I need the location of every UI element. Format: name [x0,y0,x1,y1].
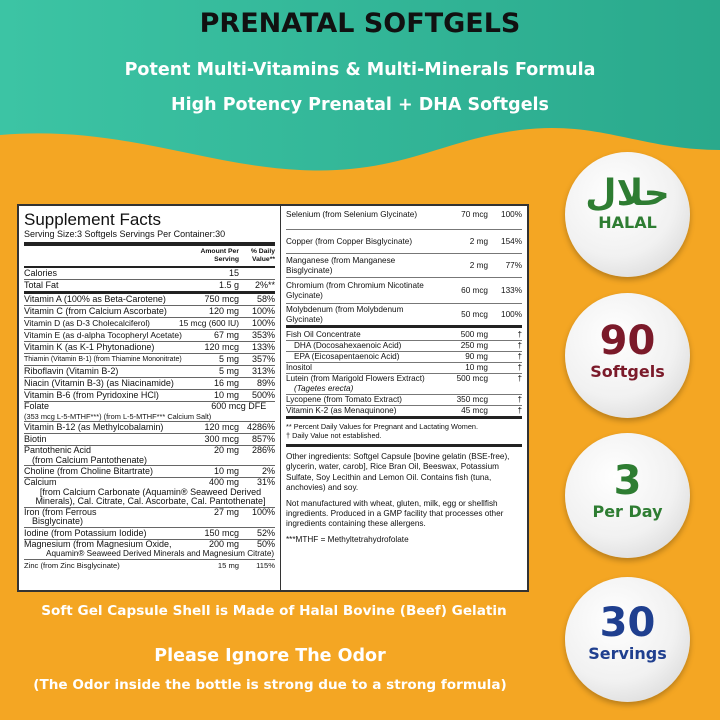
nutrient-row-zinc [24,560,275,571]
nutrient-dv: 77% [505,260,522,270]
odor-explanation: (The Odor inside the bottle is strong due to a strong formula) [33,677,507,693]
nutrient-row [24,294,275,306]
nutrient-dv: † [517,363,522,372]
dv-header: % Daily Value** [250,248,275,263]
nutrient-dv: † [517,406,522,415]
mineral-row [286,254,522,278]
mineral-row [286,230,522,254]
nutrient-name: Vitamin C (from Calcium Ascorbate) [24,306,167,316]
allergen-statement: Not manufactured with wheat, gluten, milk, egg or shellfish ingredients. Produced in a GMP facility that processes other ingredients containing these allergens. [286,498,504,529]
nutrient-dv: 100% [251,306,275,316]
nutrient-name [24,446,179,465]
nutrient-row [24,318,275,330]
nutrient-dv: † [517,395,522,404]
nutrient-amount: 300 mcg [204,434,239,444]
servings-badge [565,577,690,702]
nutrient-dv: 353% [251,330,275,340]
facts-footnotes [286,419,522,447]
nutrient-amount: 15 mcg (600 IU) [178,318,239,328]
nutrient-row [24,280,275,294]
nutrient-row-pantothenic [24,446,275,466]
nutrient-name: Zinc (from Zinc Bisglycinate) [24,560,120,570]
softgel-label: Softgels [590,362,665,381]
nutrient-name: Copper (from Copper Bisglycinate) [286,236,413,246]
nutrient-amount: 20 mg [213,445,239,455]
inositol-row [286,363,522,374]
nutrient-dv: † [517,330,522,339]
nutrient-amount: 350 mcg [456,395,488,404]
nutrient-row [24,378,275,390]
nutrient-dv: 100% [251,318,275,328]
nutrient-amount: 60 mcg [461,285,488,295]
halal-badge [565,152,690,277]
serving-info: Serving Size:3 Softgels Servings Per Container:30 [24,229,275,246]
nutrient-name [286,374,438,394]
nutrient-name: Lycopene (from Tomato Extract) [286,395,403,404]
nutrient-name [24,508,179,527]
nutrient-dv: 100% [501,309,522,319]
nutrient-dv: 2% [261,466,275,476]
nutrient-row [24,268,275,280]
nutrient-row-iron [24,508,275,528]
nutrient-dv: 100% [251,506,275,517]
nutrient-amount: 400 mg [208,477,239,487]
iron-source: Bisglycinate) [32,516,84,526]
nutrient-amount: 750 mcg [204,294,239,304]
nutrient-name: Total Fat [24,280,59,290]
per-day-label: Per Day [592,502,663,521]
nutrient-row [24,342,275,354]
nutrient-dv: 133% [501,285,522,295]
nutrient-amount: 2 mg [469,236,488,246]
nutrient-dv: † [517,352,522,361]
nutrient-name: Vitamin E (as d-alpha Tocopheryl Acetate) [24,330,182,340]
subtitle-formula: Potent Multi-Vitamins & Multi-Minerals Formula [124,60,596,80]
servings-count: 30 [599,600,656,646]
nutrient-dv: 500% [251,390,275,400]
mineral-row [286,210,522,230]
vitamin-k2-row [286,406,522,419]
gelatin-note: Soft Gel Capsule Shell is Made of Halal Bovine (Beef) Gelatin [41,603,507,619]
nutrient-dv: † [517,374,522,383]
nutrient-row-folate [24,402,275,422]
nutrient-row [24,306,275,318]
nutrient-amount: 5 mg [218,366,239,376]
facts-left-column [19,206,281,590]
lutein-row [286,374,522,395]
nutrient-dv: 313% [251,366,275,376]
nutrient-row [24,330,275,342]
softgel-count: 90 [599,318,656,364]
nutrient-name: Vitamin K (as K-1 Phytonadione) [24,342,155,352]
amount-header: Amount Per Serving [200,248,239,263]
nutrient-dv: 100% [501,210,522,219]
nutrient-amount: 90 mg [465,352,488,361]
nutrient-dv: 52% [256,527,275,538]
nutrient-name: Riboflavin (Vitamin B-2) [24,366,119,376]
odor-heading: Please Ignore The Odor [154,646,386,666]
nutrient-name: EPA (Eicosapentaenoic Acid) [294,352,400,361]
folate-name: Folate [24,401,50,411]
nutrient-amount: 120 mcg [204,342,239,352]
nutrient-name: Vitamin K-2 (as Menaquinone) [286,406,397,415]
nutrient-dv: 2%** [254,280,275,290]
pantothenic-source: (from Calcium Pantothenate) [32,454,148,465]
nutrient-name: Vitamin B-12 (as Methylcobalamin) [24,422,164,432]
facts-column-header [24,246,275,268]
supplement-facts-panel [17,204,529,592]
nutrient-amount: 45 mcg [461,406,488,415]
iron-name: Iron (from Ferrous [24,506,97,517]
nutrient-name [24,402,211,421]
pantothenic-name: Pantothenic Acid [24,445,92,455]
nutrient-name: Choline (from Choline Bitartrate) [24,466,154,476]
nutrient-row [24,354,275,366]
nutrient-name: Molybdenum (from Molybdenum Glycinate) [286,304,404,324]
nutrient-row [24,422,275,434]
nutrient-amount: 150 mcg [204,527,239,538]
nutrient-name: Selenium (from Selenium Glycinate) [286,210,418,219]
nutrient-name: Vitamin A (100% as Beta-Carotene) [24,294,166,304]
footnote-dagger: † Daily Value not established. [286,431,382,440]
subtitle-potency: High Potency Prenatal + DHA Softgels [171,95,549,115]
softgel-count-badge [565,293,690,418]
nutrient-name: Calories [24,268,58,278]
facts-title: Supplement Facts [24,210,162,229]
nutrient-row-calcium [24,478,275,508]
nutrient-amount: 15 mg [217,560,239,570]
footnote-dv: ** Percent Daily Values for Pregnant and Lactating Women. [286,422,478,431]
nutrient-dv: 31% [256,477,275,487]
nutrient-amount: 10 mg [465,363,488,372]
nutrient-amount: 5 mg [218,354,239,364]
nutrient-name: Vitamin B-6 (from Pyridoxine HCl) [24,390,159,400]
nutrient-name: Manganese (from Manganese Bisglycinate) [286,255,396,275]
nutrient-amount: 50 mcg [461,309,488,319]
nutrient-amount: 10 mg [213,466,239,476]
nutrient-amount: 2 mg [469,260,488,270]
nutrient-amount: 15 [228,268,239,278]
nutrient-dv: 4286% [246,422,275,432]
calcium-source: [from Calcium Carbonate (Aquamin® Seaweed Derived Minerals), Cal. Citrate, Cal. Ascorbate, Cal. Pantothenate] [35,486,266,506]
nutrient-amount: 120 mcg [204,422,239,432]
nutrient-dv: 58% [256,294,275,304]
nutrient-name: Biotin [24,434,47,444]
nutrient-name: Fish Oil Concentrate [286,330,361,339]
nutrient-dv: 154% [501,236,522,246]
nutrient-dv: 286% [251,445,275,455]
nutrient-dv: 89% [256,378,275,388]
nutrient-amount: 120 mg [208,306,239,316]
nutrient-amount: 10 mg [213,390,239,400]
nutrient-amount: 16 mg [213,378,239,388]
facts-right-column [281,206,527,590]
fish-oil-row [286,330,522,341]
nutrient-amount: 27 mg [213,506,239,517]
per-day-badge [565,433,690,558]
nutrient-amount: 1.5 g [218,280,239,290]
dha-row [286,341,522,352]
page-title: PRENATAL SOFTGELS [199,8,521,39]
nutrient-name: Niacin (Vitamin B-3) (as Niacinamide) [24,378,174,388]
mineral-row [286,278,522,304]
nutrient-name: Vitamin D (as D-3 Cholecalciferol) [24,318,150,328]
halal-arabic-text: حلال [585,173,670,214]
nutrient-dv: 133% [251,342,275,352]
nutrient-amount: 70 mcg [461,210,488,219]
servings-label: Servings [588,644,667,663]
nutrient-amount: 250 mg [460,341,488,350]
nutrient-dv: 857% [251,434,275,444]
nutrient-amount: 67 mg [213,330,239,340]
magnesium-source: Aquamin® Seaweed Derived Minerals and Magnesium Citrate) [46,549,275,558]
nutrient-name: Inositol [286,363,312,372]
per-day-count: 3 [613,458,642,504]
nutrient-row-magnesium [24,540,275,560]
nutrient-dv: 357% [251,354,275,364]
other-ingredients: Other ingredients: Softgel Capsule [bovine gelatin (BSE-free), glycerin, water, carob], Rice Bran Oil, Beeswax, Potassium Sulfate, Soy Lecithin and Lemon Oil. Contains fish (tuna, anchovies) and soy. [286,452,510,493]
nutrient-amount: 500 mg [460,330,488,339]
nutrient-dv: † [517,341,522,350]
nutrient-name: Iodine (from Potassium Iodide) [24,527,147,538]
lutein-source: (Tagetes erecta) [294,384,354,393]
nutrient-amount: 600 mcg DFE [211,401,267,411]
nutrient-name: Magnesium (from Magnesium Oxide, [24,538,172,549]
mthf-definition: ***MTHF = Methyltetrahydrofolate [286,534,409,544]
nutrient-dv: 115% [256,560,275,570]
nutrient-amount: 200 mg [208,538,239,549]
halal-label: HALAL [598,213,657,232]
lutein-name: Lutein (from Marigold Flowers Extract) [286,374,425,383]
nutrient-row [24,366,275,378]
nutrient-name: DHA (Docosahexaenoic Acid) [294,341,402,350]
nutrient-name: Thiamin (Vitamin B-1) (from Thiamine Mononitrate) [24,356,182,363]
nutrient-row-iodine [24,528,275,540]
nutrient-name: Calcium [24,477,57,487]
lycopene-row [286,395,522,406]
nutrient-amount: 500 mcg [456,374,488,383]
folate-source: (353 mcg L-5-MTHF***) (from L-5-MTHF*** Calcium Salt) [24,411,212,421]
nutrient-name: Chromium (from Chromium Nicotinate Glycinate) [286,280,424,300]
epa-row [286,352,522,363]
nutrient-dv: 50% [256,538,275,549]
mineral-row [286,304,522,328]
